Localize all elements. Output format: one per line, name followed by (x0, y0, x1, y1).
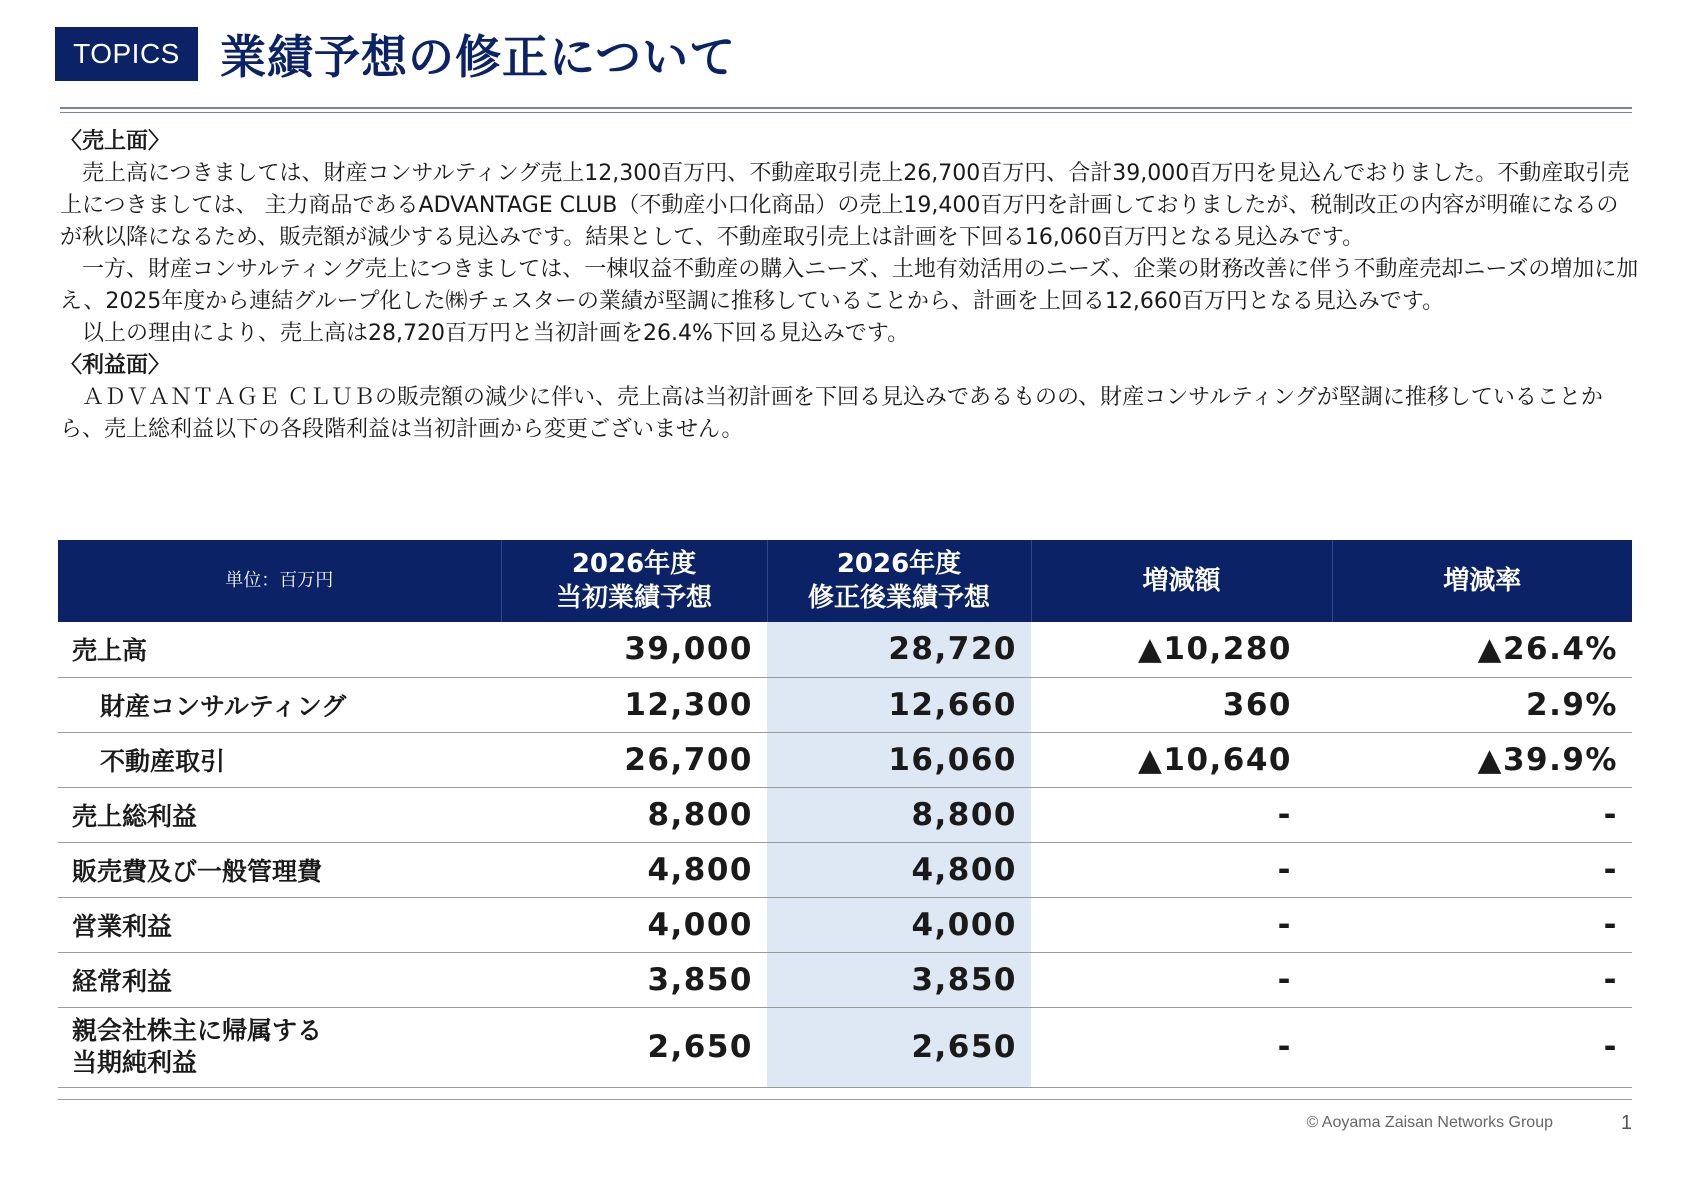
cell-revised: 2,650 (767, 1007, 1031, 1087)
table-row (58, 897, 1632, 952)
table-row (58, 787, 1632, 842)
cell-rate: - (1332, 842, 1632, 897)
cell-revised: 4,800 (767, 842, 1031, 897)
explanation-text (60, 126, 1640, 446)
row-label: 営業利益 (58, 897, 501, 952)
row-label-text: 親会社株主に帰属する 当期純利益 (72, 1016, 323, 1077)
col-header-revised-text: 2026年度 修正後業績予想 (807, 549, 990, 613)
table-row (58, 677, 1632, 732)
cell-revised: 16,060 (767, 732, 1031, 787)
table-row (58, 952, 1632, 1007)
row-label: 経常利益 (58, 952, 501, 1007)
footer-divider (58, 1099, 1632, 1100)
cell-diff: ▲10,280 (1031, 622, 1332, 677)
cell-rate: ▲39.9% (1332, 732, 1632, 787)
col-header-initial (501, 540, 767, 622)
cell-initial: 8,800 (501, 787, 767, 842)
header-divider (60, 107, 1632, 109)
row-label: 販売費及び一般管理費 (58, 842, 501, 897)
cell-diff: - (1031, 1007, 1332, 1087)
row-label (58, 1007, 501, 1087)
profit-paragraph-1: ＡＤＶＡＮＴＡＧＥ ＣＬＵＢの販売額の減少に伴い、売上高は当初計画を下回る見込みであるものの、財産コンサルティングが堅調に推移していることから、売上総利益以下の各段階利益は当初計画から変更ございません。 (60, 385, 1603, 442)
copyright: © Aoyama Zaisan Networks Group (1306, 1114, 1553, 1131)
row-label: 売上総利益 (58, 787, 501, 842)
cell-rate: ▲26.4% (1332, 622, 1632, 677)
header (55, 26, 736, 82)
header-divider-thin (60, 112, 1632, 113)
cell-rate: - (1332, 952, 1632, 1007)
cell-diff: - (1031, 787, 1332, 842)
cell-rate: - (1332, 787, 1632, 842)
col-header-initial-text: 2026年度 当初業績予想 (555, 549, 712, 613)
cell-initial: 4,000 (501, 897, 767, 952)
table-row (58, 622, 1632, 677)
sales-heading: 〈売上面〉 (60, 129, 171, 154)
cell-diff: - (1031, 897, 1332, 952)
table-row (58, 732, 1632, 787)
cell-revised: 8,800 (767, 787, 1031, 842)
cell-revised: 4,000 (767, 897, 1031, 952)
cell-rate: - (1332, 1007, 1632, 1087)
page-title: 業績予想の修正について (220, 30, 737, 84)
cell-diff: - (1031, 842, 1332, 897)
sales-paragraph-1: 売上高につきましては、財産コンサルティング売上12,300百万円、不動産取引売上26,700百万円、合計39,000百万円を見込んでおりました。不動産取引売上につきましては、 主力商品であるADVANTAGE CLUB（不動産小口化商品）の売上19,400百万円を計画しておりましたが、税制改正の内容が明確になるのが秋以降になるため、販売額が減少する見込みです。結果として、不動産取引売上は計画を下回る16,060百万円となる見込みです。 (60, 161, 1630, 250)
cell-initial: 3,850 (501, 952, 767, 1007)
row-label: 売上高 (58, 622, 501, 677)
cell-initial: 2,650 (501, 1007, 767, 1087)
profit-heading: 〈利益面〉 (60, 353, 171, 378)
cell-diff: 360 (1031, 677, 1332, 732)
unit-label: 単位：百万円 (58, 540, 501, 622)
cell-rate: - (1332, 897, 1632, 952)
cell-initial: 26,700 (501, 732, 767, 787)
cell-initial: 39,000 (501, 622, 767, 677)
cell-diff: - (1031, 952, 1332, 1007)
table-header-row (58, 540, 1632, 622)
row-label: 不動産取引 (58, 732, 501, 787)
cell-revised: 28,720 (767, 622, 1031, 677)
forecast-table (58, 540, 1632, 1088)
table-row (58, 1007, 1632, 1087)
topics-badge: TOPICS (55, 27, 198, 81)
col-header-revised (767, 540, 1031, 622)
table-row (58, 842, 1632, 897)
page-number: 1 (1620, 1112, 1632, 1134)
cell-initial: 4,800 (501, 842, 767, 897)
cell-diff: ▲10,640 (1031, 732, 1332, 787)
cell-rate: 2.9% (1332, 677, 1632, 732)
col-header-diff: 増減額 (1031, 540, 1332, 622)
sales-paragraph-2: 一方、財産コンサルティング売上につきましては、一棟収益不動産の購入ニーズ、土地有効活用のニーズ、企業の財務改善に伴う不動産売却ニーズの増加に加え、2025年度から連結グループ化した㈱チェスターの業績が堅調に推移していることから、計画を上回る12,660百万円となる見込みです。 (60, 257, 1639, 314)
cell-revised: 3,850 (767, 952, 1031, 1007)
col-header-rate: 増減率 (1332, 540, 1632, 622)
cell-initial: 12,300 (501, 677, 767, 732)
cell-revised: 12,660 (767, 677, 1031, 732)
row-label: 財産コンサルティング (58, 677, 501, 732)
sales-paragraph-3: 以上の理由により、売上高は28,720百万円と当初計画を26.4%下回る見込みです。 (60, 321, 910, 346)
